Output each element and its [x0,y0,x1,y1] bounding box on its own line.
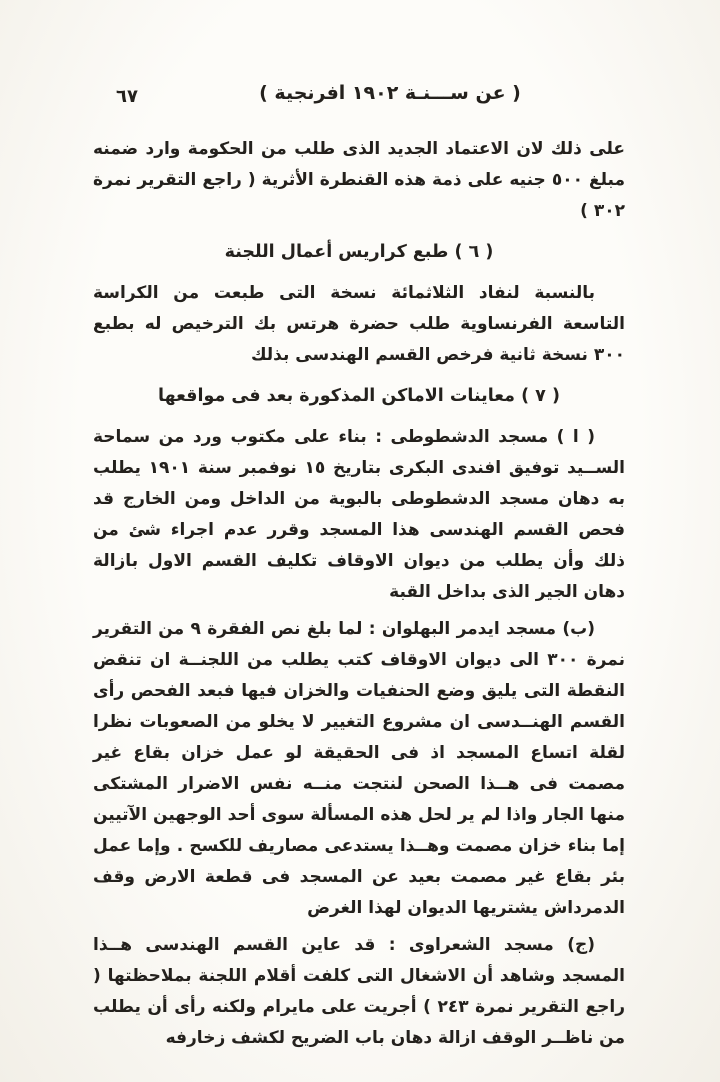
page-header-title: ( عن ســـنـة ١٩٠٢ افرنجية ) [259,82,521,104]
section-7-item-ba: (ب) مسجد ايدمر البهلوان : لما بلغ نص الفقرة ٩ من التقرير نمرة ٣٠٠ الى ديوان الاوقاف كتب يطلب من اللجنــة ان تنقض النقطة التى يليق وضع الحنفيات والخزان فيها فبعد الفحص رأى القسم الهنــدسى ان مشروع التغيير لا يخلو من الصعوبات نظرا لقلة اتساع المسجد اذ فى الحقيقة لو عمل خزان بقاع غير مصمت فى هــذا الصحن لنتجت منــه نفس الاضرار المشتكى منها الجار واذا لم ير لحل هذه المسألة سوى أحد الوجهين الآتيين إما بناء خزان مصمت وهــذا يستدعى مصاريف للكسح . وإما عمل بئر بقاع غير مصمت بعيد عن المسجد فى قطعة الارض وقف الدمرداش يشتريها الديوان لهذا الغرض [93,619,625,918]
page-number: ٦٧ [116,86,138,107]
page-body [93,134,625,1060]
section-6-heading: ( ٦ ) طبع كراريس أعمال اللجنة [224,242,494,262]
paragraph-intro: على ذلك لان الاعتماد الجديد الذى طلب من الحكومة وارد ضمنه مبلغ ٥٠٠ جنيه على ذمة هذه القنطرة الأثرية ( راجع التقرير نمرة ٣٠٢ ) [93,139,625,221]
section-6-paragraph: بالنسبة لنفاد الثلاثمائة نسخة التى طبعت من الكراسة التاسعة الفرنساوية طلب حضرة هرتس بك الترخيص له بطبع ٣٠٠ نسخة ثانية فرخص القسم الهندسى بذلك [93,283,625,365]
section-7-heading: ( ٧ ) معاينات الاماكن المذكورة بعد فى مواقعها [158,386,560,406]
section-7-item-jeem: (ج) مسجد الشعراوى : قد عاين القسم الهندسى هــذا المسجد وشاهد أن الاشغال التى كلفت أقلام اللجنة بملاحظتها ( راجع التقرير نمرة ٢٤٣ ) أجريت على مايرام ولكنه رأى أن يطلب من ناظــر الوقف ازالة دهان باب الضريح لكشف زخارفه [93,935,625,1048]
section-7-item-alef: ( ا ) مسجد الدشطوطى : بناء على مكتوب ورد من سماحة الســيد توفيق افندى البكرى بتاريخ ١٥ نوفمبر سنة ١٩٠١ يطلب به دهان مسجد الدشطوطى بالبوية من الداخل ومن الخارج قد فحص القسم الهندسى هذا المسجد وقرر عدم اجراء شئ من ذلك وأن يطلب من ديوان الاوقاف تكليف القسم الاول بازالة دهان الجير الذى بداخل القبة [93,427,625,602]
